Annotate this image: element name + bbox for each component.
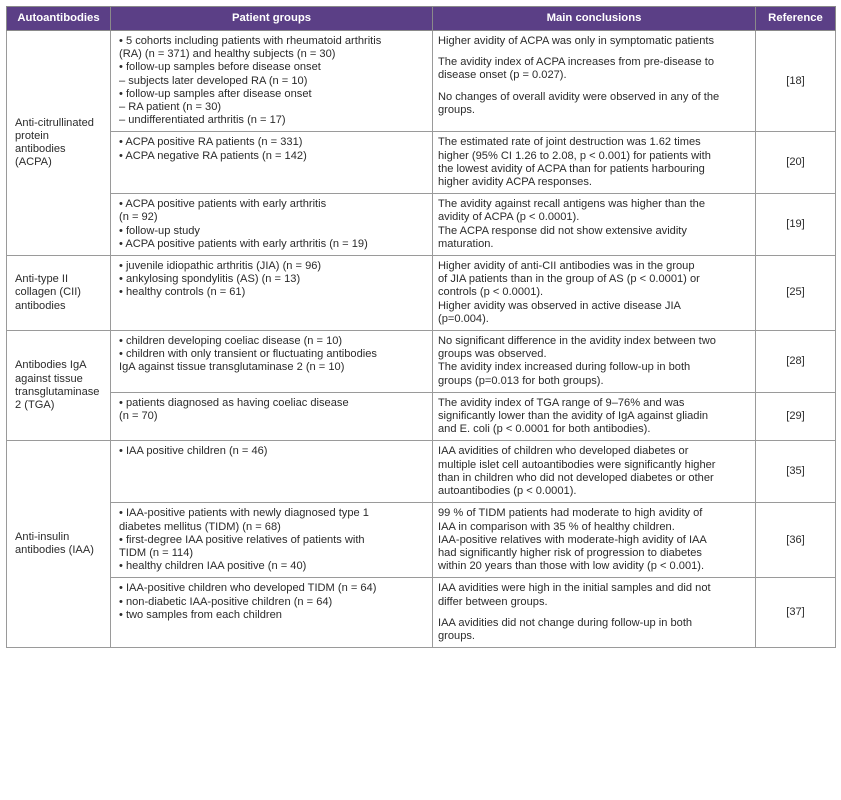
- main-conclusions-cell: [433, 31, 756, 132]
- autoantibody-name-line: against tissue: [15, 372, 83, 385]
- conclusion-line: The avidity index of ACPA increases from pre-disease to: [438, 56, 715, 69]
- reference-cell: [35]: [756, 441, 836, 503]
- avidity-table: [6, 6, 836, 648]
- reference-cell: [28]: [756, 331, 836, 393]
- conclusion-line: and E. coli (p < 0.0001 for both antibodies).: [438, 423, 651, 436]
- patient-group-line: IgA against tissue transglutaminase 2 (n = 10): [119, 361, 345, 374]
- conclusion-line: groups was observed.: [438, 348, 547, 361]
- autoantibody-name-line: antibodies: [15, 143, 66, 156]
- main-conclusions-cell: [433, 256, 756, 331]
- patient-groups-cell: [111, 578, 433, 648]
- conclusion-line: IAA avidities of children who developed diabetes or: [438, 445, 689, 458]
- table-row: [7, 132, 836, 194]
- patient-group-line: • children developing coeliac disease (n = 10): [119, 335, 343, 348]
- line-gap: [438, 83, 750, 91]
- autoantibody-name-line: Anti-insulin: [15, 531, 70, 544]
- patient-group-line: • children with only transient or fluctuating antibodies: [119, 348, 377, 361]
- reference-cell: [29]: [756, 392, 836, 441]
- conclusion-line: than in children who did not developed diabetes or other: [438, 471, 714, 484]
- patient-group-line: • healthy controls (n = 61): [119, 286, 246, 299]
- table-row: [7, 31, 836, 132]
- patient-group-line: • IAA-positive patients with newly diagnosed type 1: [119, 507, 369, 520]
- header-main-conclusions: Main conclusions: [433, 7, 756, 31]
- patient-group-line: • two samples from each children: [119, 608, 282, 621]
- patient-group-line: (n = 70): [119, 410, 158, 423]
- patient-groups-cell: [111, 392, 433, 441]
- patient-groups-cell: [111, 256, 433, 331]
- patient-group-line: • ACPA positive patients with early arthritis: [119, 198, 327, 211]
- patient-group-line: • first-degree IAA positive relatives of patients with: [119, 533, 365, 546]
- conclusion-line: groups.: [438, 629, 476, 642]
- main-conclusions-cell: [433, 331, 756, 393]
- conclusion-line: 99 % of TIDM patients had moderate to high avidity of: [438, 507, 703, 520]
- patient-groups-cell: [111, 194, 433, 256]
- conclusion-line: differ between groups.: [438, 595, 548, 608]
- patient-group-line: • IAA positive children (n = 46): [119, 445, 268, 458]
- conclusion-line: within 20 years than those with low avidity (p < 0.001).: [438, 560, 705, 573]
- reference-cell: [25]: [756, 256, 836, 331]
- conclusion-line: significantly lower than the avidity of IgA against gliadin: [438, 410, 709, 423]
- patient-group-line: • juvenile idiopathic arthritis (JIA) (n = 96): [119, 260, 322, 273]
- main-conclusions-cell: [433, 503, 756, 578]
- patient-group-line: • ankylosing spondylitis (AS) (n = 13): [119, 273, 301, 286]
- autoantibody-name-line: transglutaminase: [15, 385, 100, 398]
- conclusion-line: Higher avidity was observed in active disease JIA: [438, 299, 681, 312]
- conclusion-line: maturation.: [438, 237, 494, 250]
- patient-group-line: – subjects later developed RA (n = 10): [119, 74, 308, 87]
- autoantibody-name-cell: [7, 256, 111, 331]
- patient-group-line: • 5 cohorts including patients with rheumatoid arthritis: [119, 35, 382, 47]
- conclusion-line: controls (p < 0.0001).: [438, 286, 544, 299]
- conclusion-line: The avidity index of TGA range of 9–76% and was: [438, 396, 685, 409]
- reference-cell: [20]: [756, 132, 836, 194]
- autoantibody-name-line: Anti-type II: [15, 273, 69, 286]
- autoantibody-name-line: antibodies (IAA): [15, 544, 94, 557]
- autoantibody-name-line: collagen (CII): [15, 286, 81, 299]
- patient-groups-cell: [111, 31, 433, 132]
- table-row: [7, 392, 836, 441]
- patient-group-line: • follow-up study: [119, 224, 200, 237]
- conclusion-line: the lowest avidity of ACPA than for patients harbouring: [438, 162, 705, 175]
- conclusion-line: (p=0.004).: [438, 312, 489, 325]
- autoantibody-name-line: 2 (TGA): [15, 398, 55, 411]
- conclusion-line: IAA avidities did not change during follow-up in both: [438, 616, 693, 629]
- table-row: [7, 441, 836, 503]
- conclusion-line: Higher avidity of anti-CII antibodies was in the group: [438, 260, 695, 273]
- autoantibody-name-line: Anti-citrullinated: [15, 116, 94, 129]
- patient-group-line: • non-diabetic IAA-positive children (n = 64): [119, 595, 333, 608]
- patient-group-line: • healthy children IAA positive (n = 40): [119, 560, 307, 573]
- autoantibody-name-cell: [7, 31, 111, 256]
- conclusion-line: groups.: [438, 103, 476, 116]
- conclusion-line: The avidity index increased during follow-up in both: [438, 361, 691, 374]
- patient-group-line: • ACPA negative RA patients (n = 142): [119, 149, 307, 162]
- conclusion-line: Higher avidity of ACPA was only in symptomatic patients: [438, 35, 715, 47]
- conclusion-line: groups (p=0.013 for both groups).: [438, 374, 604, 387]
- conclusion-line: The estimated rate of joint destruction was 1.62 times: [438, 136, 701, 149]
- autoantibody-name-line: Antibodies IgA: [15, 359, 87, 372]
- line-gap: [438, 609, 750, 617]
- autoantibody-name-line: protein: [15, 129, 49, 142]
- conclusion-line: higher avidity ACPA responses.: [438, 176, 592, 189]
- patient-group-line: • IAA-positive children who developed TIDM (n = 64): [119, 582, 377, 595]
- autoantibody-name-cell: [7, 331, 111, 441]
- conclusion-line: higher (95% CI 1.26 to 2.08, p < 0.001) for patients with: [438, 149, 711, 162]
- table-row: [7, 503, 836, 578]
- autoantibody-name-cell: [7, 441, 111, 648]
- header-row: [7, 7, 836, 31]
- patient-group-line: • ACPA positive RA patients (n = 331): [119, 136, 303, 149]
- conclusion-line: IAA-positive relatives with moderate-high avidity of IAA: [438, 533, 707, 546]
- main-conclusions-cell: [433, 194, 756, 256]
- patient-group-line: TIDM (n = 114): [119, 546, 194, 559]
- patient-group-line: (n = 92): [119, 211, 158, 224]
- conclusion-line: No changes of overall avidity were observed in any of the: [438, 90, 720, 103]
- main-conclusions-cell: [433, 578, 756, 648]
- patient-groups-cell: [111, 441, 433, 503]
- table-row: [7, 256, 836, 331]
- line-gap: [438, 48, 750, 56]
- conclusion-line: The avidity against recall antigens was higher than the: [438, 198, 706, 211]
- conclusion-line: avidity of ACPA (p < 0.0001).: [438, 211, 580, 224]
- conclusion-line: IAA avidities were high in the initial samples and did not: [438, 582, 711, 595]
- reference-cell: [37]: [756, 578, 836, 648]
- table-row: [7, 578, 836, 648]
- conclusion-line: The ACPA response did not show extensive avidity: [438, 224, 687, 237]
- header-autoantibodies: Autoantibodies: [7, 7, 111, 31]
- conclusion-line: of JIA patients than in the group of AS (p < 0.0001) or: [438, 273, 700, 286]
- reference-cell: [19]: [756, 194, 836, 256]
- conclusion-line: No significant difference in the avidity index between two: [438, 335, 716, 348]
- conclusion-line: IAA in comparison with 35 % of healthy children.: [438, 520, 675, 533]
- patient-group-line: • follow-up samples before disease onset: [119, 61, 321, 74]
- table-body: [7, 31, 836, 648]
- patient-groups-cell: [111, 503, 433, 578]
- main-conclusions-cell: [433, 132, 756, 194]
- header-reference: Reference: [756, 7, 836, 31]
- header-patient-groups: Patient groups: [111, 7, 433, 31]
- reference-cell: [36]: [756, 503, 836, 578]
- patient-groups-cell: [111, 331, 433, 393]
- table-row: [7, 331, 836, 393]
- main-conclusions-cell: [433, 441, 756, 503]
- patient-group-line: (RA) (n = 371) and healthy subjects (n = 30): [119, 48, 336, 61]
- patient-group-line: • ACPA positive patients with early arthritis (n = 19): [119, 237, 368, 250]
- reference-cell: [18]: [756, 31, 836, 132]
- conclusion-line: had significantly higher risk of progression to diabetes: [438, 546, 702, 559]
- patient-group-line: • follow-up samples after disease onset: [119, 87, 312, 100]
- patient-group-line: diabetes mellitus (TIDM) (n = 68): [119, 520, 281, 533]
- conclusion-line: disease onset (p = 0.027).: [438, 69, 567, 82]
- patient-group-line: – RA patient (n = 30): [119, 101, 222, 114]
- conclusion-line: multiple islet cell autoantibodies were significantly higher: [438, 458, 716, 471]
- patient-group-line: • patients diagnosed as having coeliac disease: [119, 396, 349, 409]
- patient-groups-cell: [111, 132, 433, 194]
- autoantibody-name-line: (ACPA): [15, 156, 52, 169]
- autoantibody-name-line: antibodies: [15, 299, 66, 312]
- conclusion-line: autoantibodies (p < 0.0001).: [438, 485, 577, 498]
- patient-group-line: – undifferentiated arthritis (n = 17): [119, 114, 286, 127]
- table-row: [7, 194, 836, 256]
- main-conclusions-cell: [433, 392, 756, 441]
